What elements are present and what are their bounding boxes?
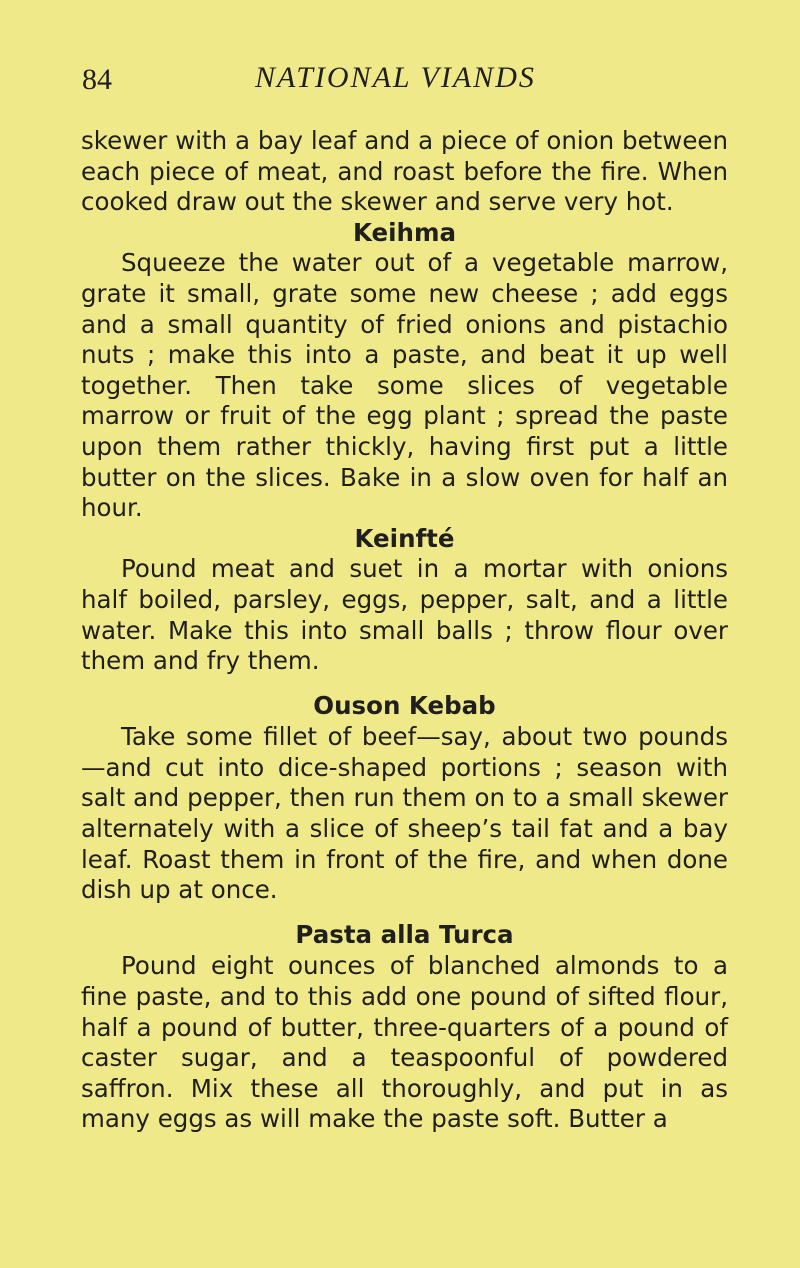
recipe-text-ouson-kebab: Take some fillet of beef—say, about two pounds —and cut into dice-shaped portions ; season with salt and pepper, then run them on to a small skewer alternately with a slice of sheep’s tail fat and a bay leaf. Roast them in front of the fire, and when done dish up at once.: [81, 722, 728, 905]
recipe-text-keinfte: Pound meat and suet in a mortar with onions half boiled, parsley, eggs, pepper, salt, and a little water. Make this into small balls ; throw flour over them and fry them.: [81, 554, 728, 676]
recipe-title-ouson-kebab: Ouson Kebab: [313, 690, 496, 720]
recipe-text-keihma: Squeeze the water out of a vegetable marrow, grate it small, grate some new cheese ; add eggs and a small quantity of fried onions and pistachio nuts ; make this into a paste, and beat it up well together. Then take some slices of vegetable marrow or fruit of the egg plant ; spread the paste upon them rather thickly, having first put a little butter on the slices. Bake in a slow oven for half an hour.: [81, 248, 728, 523]
running-head: [0, 58, 800, 98]
recipe-text-pasta-alla-turca: Pound eight ounces of blanched almonds to a fine paste, and to this add one pound of sifted flour, half a pound of butter, three-quarters of a pound of caster sugar, and a teaspoonful of powdered saffron. Mix these all thoroughly, and put in as many eggs as will make the paste soft. Butter a: [81, 951, 728, 1134]
intro-paragraph: skewer with a bay leaf and a piece of onion between each piece of meat, and roast before the fire. When cooked draw out the skewer and serve very hot.: [81, 126, 728, 217]
recipe-title-pasta-alla-turca: Pasta alla Turca: [295, 919, 514, 949]
page-number: 84: [82, 63, 112, 96]
running-title: NATIONAL VIANDS: [255, 61, 536, 94]
recipe-title-keihma: Keihma: [352, 217, 457, 247]
recipe-title-keinfte: Keinfté: [354, 523, 455, 553]
page-text: [81, 126, 728, 1135]
